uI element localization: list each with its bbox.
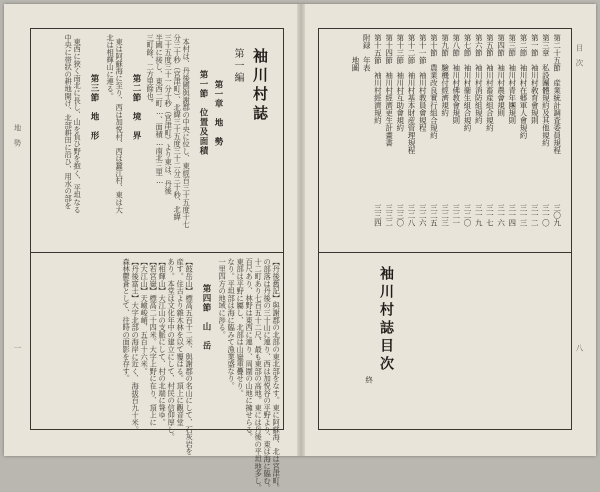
- toc-entry: 第十五節 袖川村經濟規約: [373, 34, 383, 124]
- toc-page-number: 三一六: [496, 204, 506, 227]
- section1-line: 本村は、丹後國與謝郡の中央に位し、東經百三十五度十七: [182, 38, 192, 228]
- right-running-head: 目 次: [575, 44, 584, 67]
- section3-line: 中央に帯狀の耕地開け、北部耕田に沿ひ、用水の部を: [64, 34, 74, 210]
- left-running-head: 地 勢: [13, 124, 22, 147]
- section1-line: 半國に接し、東西二町…、面積…南北三里…: [155, 34, 165, 186]
- toc-entry: 第五節 袖川村畜産組合規約: [485, 34, 495, 132]
- book-title: 袖川村誌: [251, 48, 269, 124]
- section4-line: 【鼓岳山】標高五百十二米、與謝郡の名山にして、石灰岩を: [185, 258, 195, 456]
- toc-page-number: 三三四: [373, 204, 383, 227]
- toc-page-number: 三二〇: [462, 204, 472, 227]
- toc-entry: 第十三節 袖川村互助會規約: [395, 34, 405, 132]
- section3-line: 東西に狹く南北に長し、山を負ひ野を抱く、平坦なる: [73, 38, 83, 214]
- toc-entry: 第一節 袖川村敎育會規則: [530, 34, 540, 124]
- left-page-number: 一: [13, 344, 22, 352]
- toc-entry: 第十一節 袖川村教員會規程: [418, 34, 428, 132]
- right-page-number: 八: [575, 344, 584, 352]
- book-spread: [4, 4, 596, 492]
- lower-line: なり。平坦部は海に臨みて漁業盛なり。: [227, 258, 237, 390]
- toc-entry: 第十節 農業改良實行組合規約: [429, 34, 439, 139]
- right-page-divider: [318, 252, 572, 253]
- section1-line: 分三十秒（宮津町）、北緯三十五度三十二分三十秒、北緯: [173, 34, 183, 221]
- lower-line: 百尺あり、林野は東西に連り、周圍の山地に擁せらる。: [245, 258, 255, 441]
- toc-page-number: 三三二: [384, 204, 394, 227]
- lower-line: 東部は平野に屬し、北部は山嶽重疊せり。: [236, 258, 246, 397]
- lower-line: 【丹後舊記】與謝郡の北部の東北部をなす。東に阿蘇海、北は宮津町。: [272, 258, 282, 492]
- toc-end-mark: 終: [364, 376, 374, 384]
- toc-entry: 第十四節 袖川村經濟更生計畫書: [384, 34, 394, 147]
- section3-title: 第三節 地 形: [89, 74, 99, 141]
- lower-line: 一里四方の地域に渉る。: [218, 258, 228, 339]
- toc-page-number: 三一七: [485, 204, 495, 227]
- section1-line: 三町餘、二方里餘也。: [146, 34, 156, 107]
- section2-line: 東は阿蘇海に至り、西は加悦村、西は蠶江村、東は大: [115, 38, 125, 214]
- section4-line: 【丹後富士】大字北部の海岸に近く、海拔百九十米。: [131, 258, 141, 434]
- part-title: 第一編: [232, 48, 243, 84]
- toc-page-number: 三二一: [451, 204, 461, 227]
- toc-entry: 第二十五節 産業統計調査委員規程: [552, 34, 562, 154]
- toc-entry: 第三節 袖川村青年團規則: [507, 34, 517, 124]
- lower-line: の部落は丹後の三十山に連り、西は加悦谷の平野より、東は海に臨む。: [263, 258, 273, 492]
- toc-page-number: 三一四: [507, 204, 517, 227]
- section2-line: 北は相輝山に連る。: [106, 34, 116, 100]
- toc-page-number: 三二六: [418, 204, 428, 227]
- section1-title: 第一節 位置及面積: [198, 70, 208, 156]
- section2-title: 第二節 境 界: [131, 74, 141, 141]
- section4-line: 産す。住古より雜木林を以て覆はる。頂上に觀音堂: [176, 258, 186, 426]
- section4-title: 第四節 山 岳: [201, 284, 211, 351]
- toc-entry: 第四節 袖川村農會規則: [496, 34, 506, 117]
- toc-page-number: 三一二: [530, 204, 540, 227]
- toc-entry: 第八節 袖川村佛教會規則: [451, 34, 461, 124]
- chapter-title: 第一章 地 勢: [213, 80, 223, 147]
- toc-page-number: 三二五: [429, 204, 439, 227]
- left-page-divider: [30, 252, 284, 253]
- toc-entry: 第九節 驗機付經濟規約: [440, 34, 450, 117]
- section4-line: あり。本堂は文化年中の建立にして、村民の信仰厚し。: [167, 258, 177, 441]
- toc-page-number: 三〇九: [552, 204, 562, 227]
- book-gutter: [297, 4, 305, 456]
- toc-page-number: 三二三: [440, 204, 450, 227]
- toc-page-number: 三一〇: [541, 204, 551, 227]
- toc-entry: 地圖: [350, 34, 360, 72]
- toc-entry: 附録 年表: [362, 34, 372, 72]
- toc-entry: 第六節 袖川村消防組規約: [474, 34, 484, 124]
- section4-line: 森林鬱蒼として、往時の面影を存す。: [122, 258, 132, 383]
- section4-line: 【若宮嶽】標高二十四米。大字上野に在り、頂上に: [149, 258, 159, 426]
- toc-page-number: 三二八: [406, 204, 416, 227]
- section4-line: 【大江山】天嶮峻峭、五百十六米。: [140, 258, 150, 375]
- toc-entry: 第十二節 袖川村基本財産管理規程: [406, 34, 416, 154]
- toc-entry: 第三章 私設團體規約及其他規約: [541, 34, 551, 147]
- toc-page-number: 三一九: [474, 204, 484, 227]
- lower-line: 十二町あり七百五十二尺、最も東部の高地。東には丹後の平坦地多し。: [254, 258, 264, 492]
- section4-line: 【相輝山】大江山の支脈にして、村の北端に聳ゆ。: [158, 258, 168, 426]
- toc-entry: 第七節 袖川村衞生組合規約: [462, 34, 472, 132]
- toc-page-number: 三一三: [518, 204, 528, 227]
- section1-line: 三十五度三十一分十秒（宮津町）より東は、丹後: [164, 34, 174, 195]
- toc-page-number: 三三〇: [395, 204, 405, 227]
- toc-title: 袖川村誌目次: [378, 266, 394, 374]
- toc-entry: 第二節 袖川村在郷軍人會規約: [518, 34, 528, 139]
